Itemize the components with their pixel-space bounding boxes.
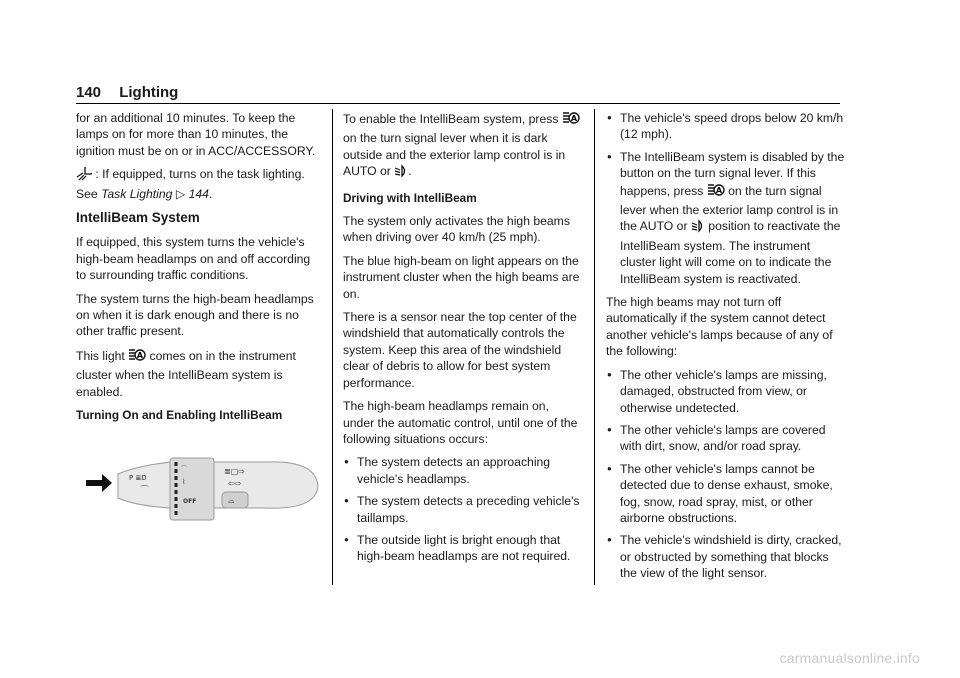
svg-text:OFF: OFF: [183, 497, 197, 505]
list-item: ● The other vehicle's lamps are covered with dirt, snow, and/or road spray.: [606, 422, 846, 455]
watermark: carmanualsonline.info: [779, 650, 920, 666]
paragraph: To enable the IntelliBeam system, press A on the turn signal lever when it is dark outside and the exterior lamp control is in AUTO or .: [343, 110, 583, 183]
svg-text:⌇: ⌇: [182, 477, 186, 486]
paragraph: for an additional 10 minutes. To keep the lamps on for more than 10 minutes, the ignition must be on or in ACC/ACCESSORY.: [76, 111, 316, 158]
task-light-icon: [76, 167, 92, 185]
list-item: ● The outside light is bright enough that high-beam headlamps are not required.: [343, 532, 583, 565]
column-3: [606, 110, 846, 589]
header-rule: [76, 103, 840, 104]
column-1: [76, 110, 322, 538]
svg-text:⌒: ⌒: [140, 485, 150, 496]
paragraph: If equipped, this system turns the vehicle's high-beam headlamps on and off according to surrounding traffic conditions.: [76, 235, 311, 283]
intellibeam-icon: [128, 347, 146, 367]
paragraph: This light A comes on in the instrument cluster when the IntelliBeam system is enabled.: [76, 348, 296, 399]
page-ref: 144: [188, 186, 209, 201]
paragraph: : If equipped, turns on the task lighting. See Task Lighting ▷ 144.: [76, 166, 322, 202]
subheading: Turning On and Enabling IntelliBeam: [76, 408, 283, 423]
low-beam-icon: [394, 164, 408, 182]
page-number: 140: [76, 84, 102, 101]
svg-text:A: A: [137, 350, 144, 360]
arrow-icon: [86, 474, 112, 492]
svg-text:⌓: ⌓: [228, 495, 235, 505]
page-header: [76, 84, 178, 101]
column-divider: [594, 109, 595, 585]
list-item: ● The system detects an approaching vehicle's headlamps.: [343, 454, 583, 487]
turn-signal-lever-illustration: [76, 448, 322, 538]
paragraph: The high beams may not turn off automatically if the system cannot detect another vehicle's lamps because of any of the following:: [606, 295, 833, 359]
section-title: Lighting: [119, 84, 179, 101]
paragraph: The system turns the high-beam headlamps on when it is dark enough and there is no other traffic present.: [76, 291, 314, 339]
svg-text:P ≣D: P ≣D: [129, 473, 147, 482]
bullet-list: [606, 367, 846, 582]
column-2: [343, 110, 583, 572]
task-lighting-link[interactable]: Task Lighting: [101, 186, 173, 201]
svg-text:⌒: ⌒: [181, 465, 188, 473]
paragraph: There is a sensor near the top center of the windshield that automatically controls the system. Keep this area of the windshield clear of debris to allow for best system performance.: [343, 310, 577, 390]
low-beam-icon: [691, 219, 705, 237]
svg-text:⇦⇨: ⇦⇨: [228, 478, 242, 488]
list-item: ● The vehicle's windshield is dirty, cracked, or obstructed by something that blocks the view of the light sensor.: [606, 532, 846, 581]
list-item: ● The other vehicle's lamps are missing, damaged, obstructed from view, or otherwise undetected.: [606, 367, 846, 416]
list-item: ● The vehicle's speed drops below 20 km/h (12 mph).: [606, 110, 846, 143]
list-item: ● The other vehicle's lamps cannot be detected due to dense exhaust, smoke, fog, snow, road spray, mist, or other airborne obstructions.: [606, 461, 846, 527]
svg-text:≣▢⇨: ≣▢⇨: [224, 466, 245, 476]
paragraph: The high-beam headlamps remain on, under the automatic control, until one of the following situations occurs:: [343, 399, 578, 446]
bullet-list: [606, 110, 846, 287]
intellibeam-icon: [707, 182, 725, 202]
intellibeam-icon: [562, 110, 580, 130]
list-item: ● The IntelliBeam system is disabled by the button on the turn signal lever. If this happens, press A on the turn signal lever when the exterior lamp control is in the AUTO or position to reactivate the IntelliBeam system. The instrument cluster light will come on to indicate the IntelliBeam system is reactivated.: [606, 149, 846, 287]
ref-arrow-icon: ▷: [175, 186, 186, 201]
paragraph: The system only activates the high beams when driving over 40 km/h (25 mph).: [343, 214, 570, 245]
column-divider: [332, 109, 333, 585]
subheading: Driving with IntelliBeam: [343, 190, 477, 205]
paragraph: The blue high-beam on light appears on the instrument cluster when the high beams are on.: [343, 253, 580, 301]
section-heading: IntelliBeam System: [76, 210, 200, 226]
list-item: ● The system detects a preceding vehicle's taillamps.: [343, 493, 583, 526]
svg-text:A: A: [715, 185, 722, 195]
svg-text:A: A: [570, 114, 577, 123]
bullet-list: [343, 454, 583, 564]
